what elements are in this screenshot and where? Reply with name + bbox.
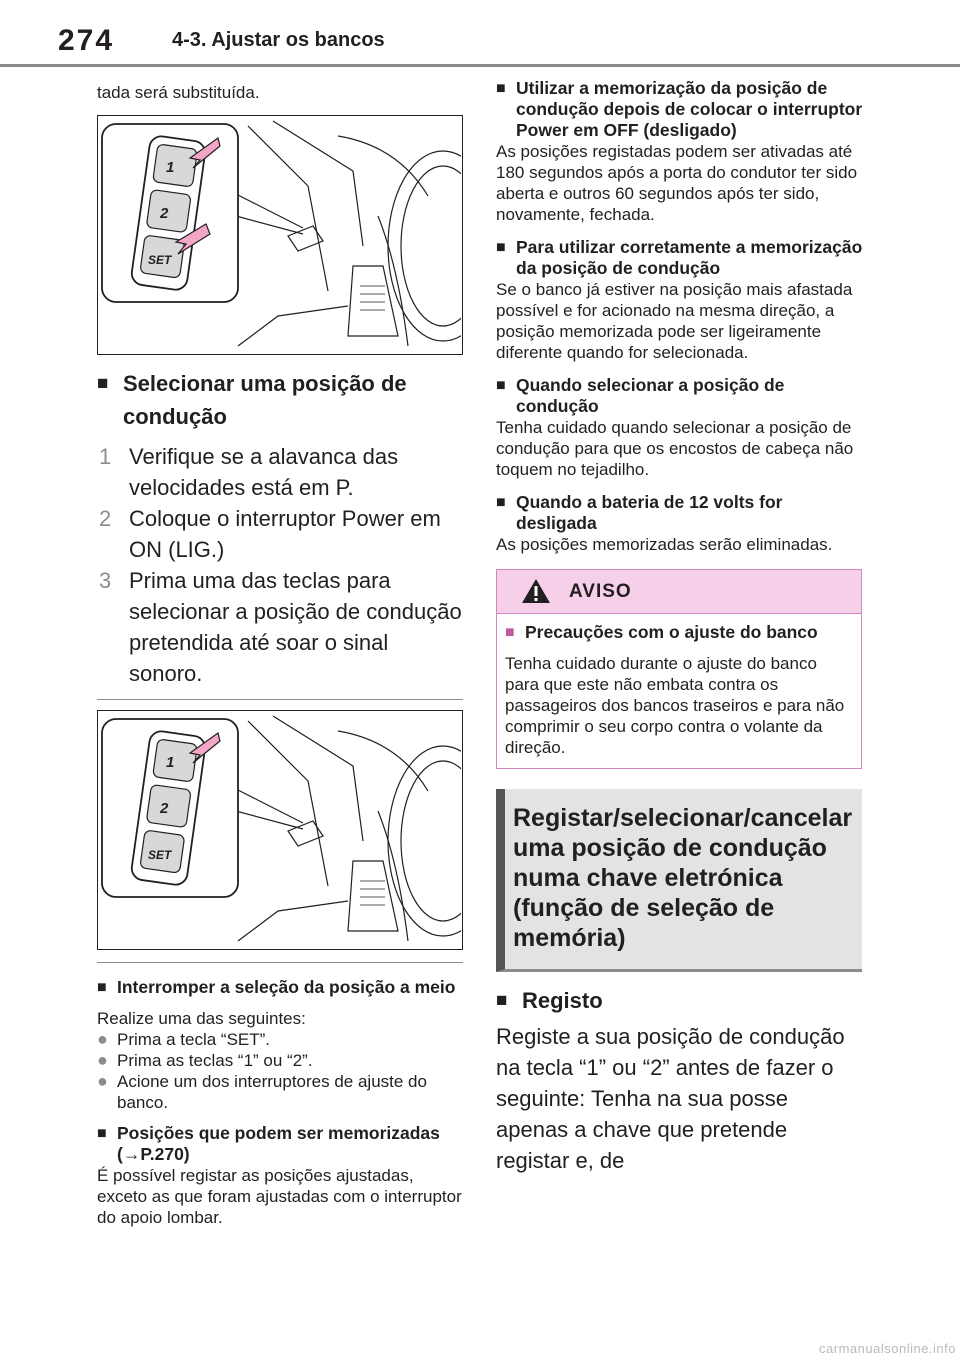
note-heading: ■ Quando selecionar a posição de condução [496,375,785,416]
square-bullet-icon: ■ [97,979,107,996]
section-box [496,789,862,972]
interrupt-heading: ■ Interromper a seleção da posição a meio [97,977,456,997]
section-box-title: Registar/selecionar/cancelar uma posição de condução numa chave eletrónica (função de seleção de memória) [513,804,853,952]
register-text: Registe a sua posição de condução na tecla “1” ou “2” antes de fazer o seguinte: Tenha na sua posse apenas a chave que pretende registar e, de [496,1024,845,1173]
bullet-item: ● Prima as teclas “1” ou “2”. [97,1050,313,1070]
note-block [496,78,864,225]
steps-list [97,441,463,689]
warning-box [496,569,862,769]
square-bullet-icon: ■ [496,80,506,97]
square-bullet-icon: ■ [97,1125,107,1142]
illustration-door-panel [98,116,461,353]
button-2-label: 2 [160,800,169,817]
note-heading: ■ Quando a bateria de 12 volts for desligada [496,492,783,533]
page-header [0,0,960,72]
note-block [496,237,864,363]
bullet-item: ● Acione um dos interruptores de ajuste do banco. [97,1071,427,1112]
circle-bullet-icon: ● [97,1050,108,1070]
note-block [496,375,864,480]
positions-heading: ■ Posições que podem ser memorizadas (→P.270) [97,1123,440,1164]
square-bullet-icon: ■ [505,624,515,641]
right-column [496,78,864,1176]
positions-text: É possível registar as posições ajustadas, exceto as que foram ajustadas com o interruptor do apoio lombar. [97,1166,462,1227]
section-title: 4-3. Ajustar os bancos [172,29,385,51]
button-1-label: 1 [166,754,175,771]
bullet-item: ● Prima a tecla “SET”. [97,1029,271,1049]
illustration-door-panel [98,711,461,948]
note-text: As posições memorizadas serão eliminadas. [496,535,833,554]
interrupt-intro: Realize uma das seguintes: [97,1009,306,1028]
square-bullet-icon: ■ [496,377,506,394]
warning-title: AVISO [569,581,632,602]
watermark: carmanualsonline.info [819,1341,956,1356]
square-bullet-icon: ■ [496,239,506,256]
square-bullet-icon: ■ [496,494,506,511]
button-set-label: SET [148,848,172,862]
note-text: Se o banco já estiver na posição mais afastada possível e for acionado na mesma direção, a posição memorizada pode ser ligeiramente diferente quando for selecionada. [496,280,853,362]
register-heading: ■ Registo [496,984,864,1017]
circle-bullet-icon: ● [97,1029,108,1049]
square-bullet-icon: ■ [97,373,109,394]
divider [97,962,463,963]
left-column [97,82,463,1228]
square-bullet-icon: ■ [496,990,508,1011]
warning-text: Tenha cuidado durante o ajuste do banco para que este não embata contra os passageiros dos bancos traseiros e para não comprimir o seu corpo contra o volante da direção. [505,654,845,757]
figure-memory-switch-select [97,710,463,950]
step-item: 1 Verifique se a alavanca das velocidades está em P. [99,444,399,500]
circle-bullet-icon: ● [97,1071,108,1091]
warning-triangle-icon [521,578,551,604]
button-1-label: 1 [166,159,175,176]
page-number: 274 [58,24,115,57]
figure-memory-switch-set [97,115,463,355]
note-text: As posições registadas podem ser ativadas até 180 segundos após a porta do condutor ter sido aberta e outros 60 segundos após ter sido, novamente, fechada. [496,142,858,224]
note-heading: ■ Utilizar a memorização da posição de condução depois de colocar o interruptor Power em OFF (desligado) [496,78,863,140]
warning-header [497,570,861,614]
step-item: 3 Prima uma das teclas para selecionar a posição de condução pretendida até soar o sinal sonoro. [99,568,462,686]
note-block [496,492,864,555]
note-heading: ■ Para utilizar corretamente a memorização da posição de condução [496,237,863,278]
note-text: Tenha cuidado quando selecionar a posição de condução para que os encostos de cabeça não toquem no tejadilho. [496,418,854,479]
button-set-label: SET [148,253,172,267]
step-item: 2 Coloque o interruptor Power em ON (LIG.) [99,506,441,562]
header-divider [0,64,960,67]
divider [97,699,463,700]
warning-heading: ■ Precauções com o ajuste do banco [505,622,818,642]
button-2-label: 2 [160,205,169,222]
select-position-heading: ■ Selecionar uma posição de condução [97,367,463,433]
intro-text: tada será substituída. [97,83,260,102]
warning-body [497,614,861,768]
